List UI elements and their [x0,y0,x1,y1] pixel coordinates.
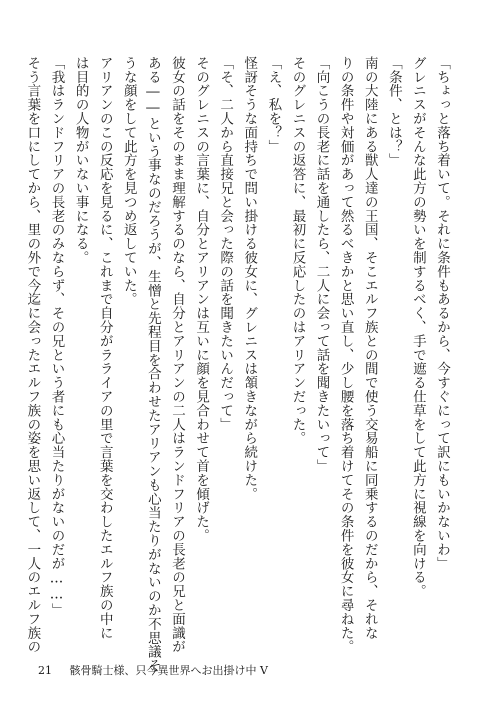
text-line-2: グレニスがそんな此方の勢いを制するべく、手で遮る仕草をして此方に視線を向ける。 [409,56,426,599]
text-line-5: りの条件や対価があって然るべきかと思い直し、少し腰を落ち着けてその条件を彼女に尋ねた。 [337,56,354,654]
page-footer [38,662,268,678]
text-line-11: そのグレニスの言葉に、自分とアリアンは互いに顔を見合わせて首を傾げた。 [193,56,210,543]
text-line-8: 「え、私を？」 [265,56,282,154]
text-line-13: ある――という事なのだろうが、生憎と先程目を合わせたアリアンも心当たりがないのか不思議そ [144,56,161,673]
text-line-12: 彼女の話をそのまま理解するのなら、自分とアリアンの二人はランドフリアの長老の兄と面識が [168,56,185,654]
text-line-10: 「そ、二人から直接兄と会った際の話を聞きたいんだって」 [217,56,234,432]
text-line-15: アリアンのこの反応を見るに、これまで自分がラライアの里で言葉を交わしたエルフ族の中に [96,56,113,640]
text-line-9: 怪訝そうな面持ちで問い掛ける彼女に、グレニスは頷きながら続けた。 [241,56,258,501]
text-line-4: 南の大陸にある獣人達の王国、そこエルフ族との間で使う交易船に同乗するのだから、それな [361,56,378,640]
running-title: 骸骨騎士様、只今異世界へお出掛け中 V [69,664,268,677]
text-line-6: 「向こうの長老に話を通したら、二人に会って話を聞きたいって」 [313,56,330,473]
text-line-18: そう言葉を口にしてから、里の外で今迄に会ったエルフ族の姿を思い返して、一人のエルフ族の [24,56,41,654]
text-line-3: 「条件、とは？」 [385,56,402,168]
text-line-7: そのグレニスの返答に、最初に反応したのはアリアンだった。 [289,56,306,446]
page-number: 21 [38,664,52,677]
text-line-16: は目的の人物がいない事になる。 [72,56,89,265]
text-line-1: 「ちょっと落ち着いて。それに条件もあるから、今すぐにって訳にもいかないわ」 [434,56,450,571]
text-line-17: 「我はランドフリアの長老のみならず、その兄という者にも心当たりがないのだが……」 [48,56,65,617]
text-line-14: うな顔をして此方を見つめ返していた。 [120,56,137,307]
